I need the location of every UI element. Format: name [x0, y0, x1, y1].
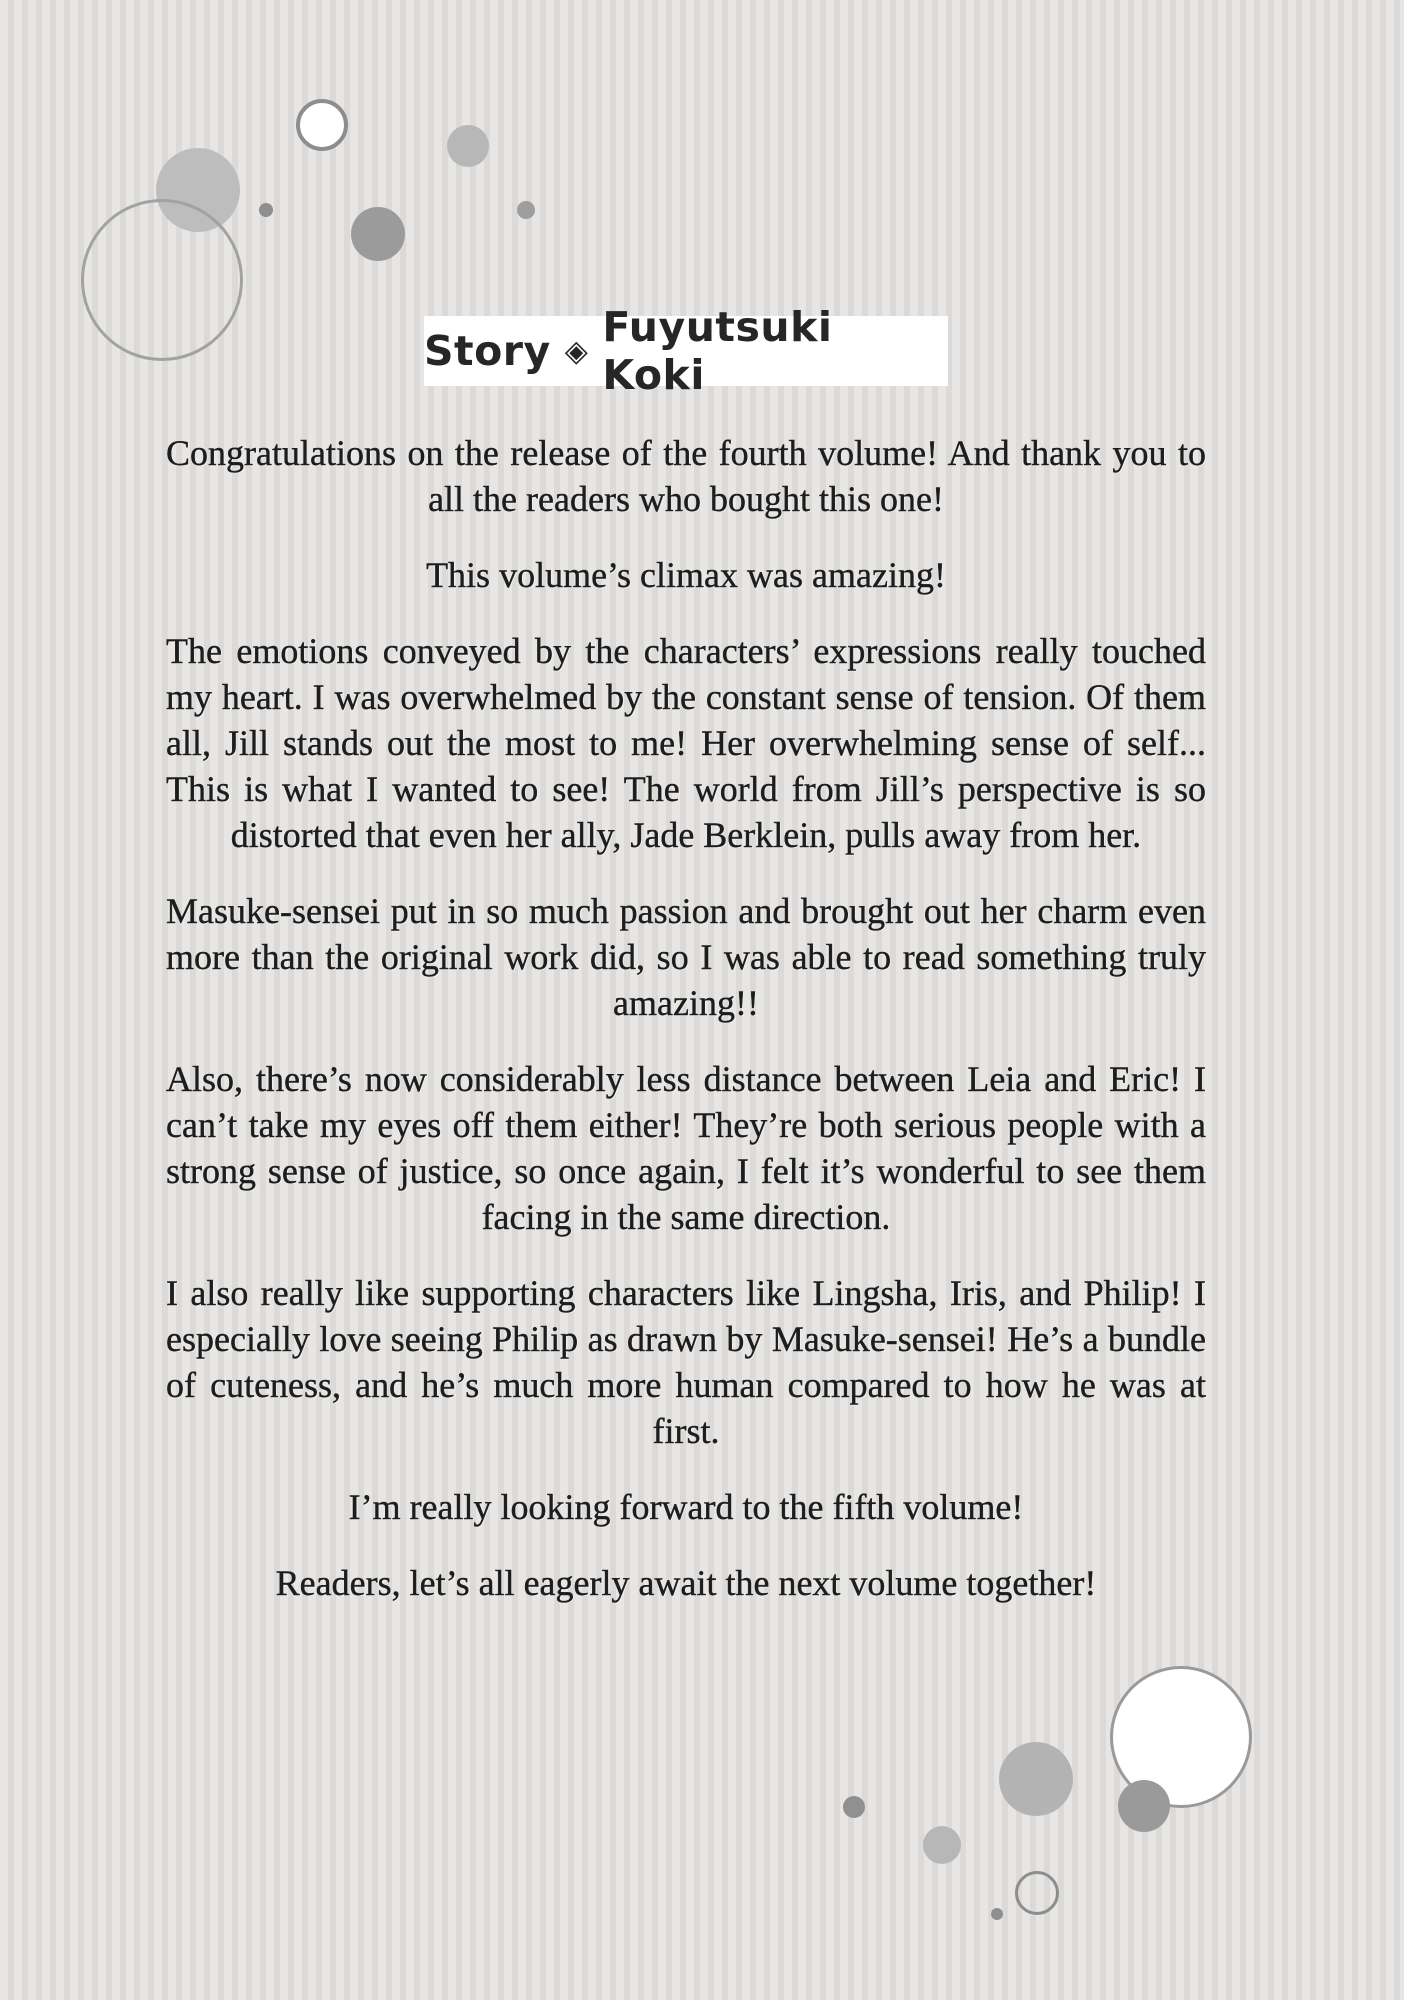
afterword-paragraph: Readers, let’s all eagerly await the next volume together!	[275, 1563, 1097, 1603]
dark-circle-bottom	[1118, 1780, 1170, 1832]
banner-label: Story	[424, 327, 551, 375]
small-dot-bottom-b	[991, 1908, 1003, 1920]
afterword-paragraph: I’m really looking forward to the fifth volume!	[348, 1487, 1024, 1527]
light-circle-bottom-medium	[999, 1742, 1073, 1816]
afterword-paragraph: Masuke-sensei put in so much passion and brought out her charm even more than the original work did, so I was able to read something truly amazing!!	[166, 891, 1206, 1023]
page-content	[166, 0, 1206, 1606]
small-dot-bottom-a	[843, 1796, 865, 1818]
diamond-icon: ◈	[564, 334, 589, 369]
banner-author: Fuyutsuki Koki	[602, 303, 833, 399]
afterword-paragraph: Also, there’s now considerably less distance between Leia and Eric! I can’t take my eyes off them either! They’re both serious people with a strong sense of justice, so once again, I felt it’s wonderful to see them facing in the same direction.	[166, 1059, 1206, 1237]
outlined-ring-small	[1015, 1871, 1059, 1915]
afterword-paragraph: This volume’s climax was amazing!	[426, 555, 946, 595]
story-credit-banner	[424, 303, 948, 399]
afterword-paragraph: Congratulations on the release of the fourth volume! And thank you to all the readers who bought this one!	[166, 433, 1206, 519]
afterword-text	[166, 430, 1206, 1606]
afterword-paragraph: The emotions conveyed by the characters’ expressions really touched my heart. I was overwhelmed by the constant sense of tension. Of them all, Jill stands out the most to me! Her overwhelming sense of self... This is what I wanted to see! The world from Jill’s perspective is so distorted that even her ally, Jade Berklein, pulls away from her.	[166, 631, 1206, 855]
light-circle-bottom-small	[923, 1826, 961, 1864]
afterword-paragraph: I also really like supporting characters like Lingsha, Iris, and Philip! I especially love seeing Philip as drawn by Masuke-sensei! He’s a bundle of cuteness, and he’s much more human compared to how he was at first.	[166, 1273, 1206, 1451]
